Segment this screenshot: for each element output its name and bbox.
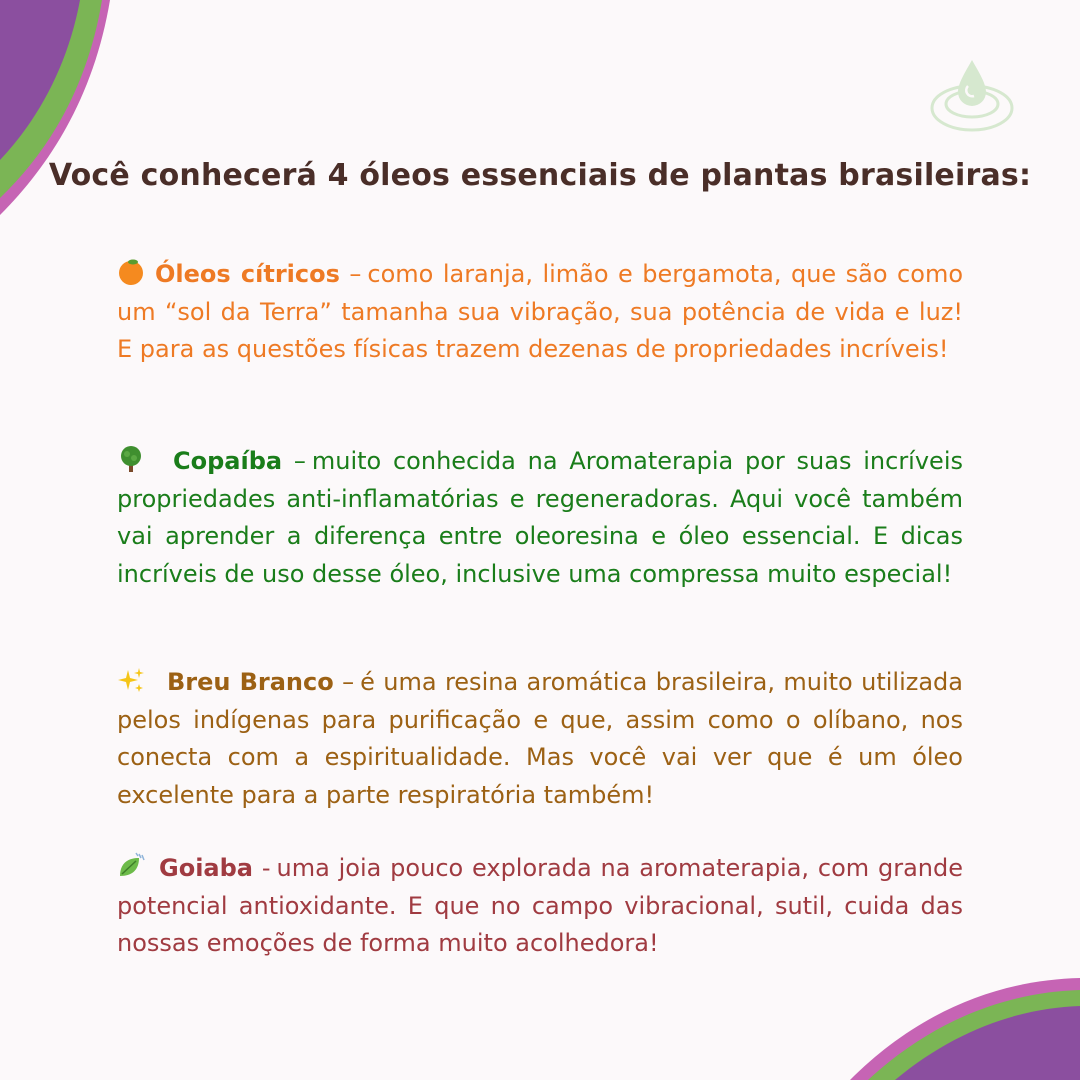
item-goiaba-text: uma joia pouco explorada na aromaterapia, com grande potencial antioxidante. E que no campo vibracional, sutil, cuida das nossas emoções de forma muito acolhedora! xyxy=(117,854,963,957)
item-breu-branco-text: é uma resina aromática brasileira, muito utilizada pelos indígenas para purificação e que, assim como o olíbano, nos conecta com a espiritualidade. Mas você vai ver que é um óleo excelente para a parte respiratória também! xyxy=(117,668,963,809)
item-breu-branco-separator: – xyxy=(342,668,355,696)
corner-wave-bottom-right xyxy=(850,970,1080,1080)
item-copaiba-text: muito conhecida na Aromaterapia por suas incríveis propriedades anti-inflamatórias e regeneradoras. Aqui você também vai aprender a diferença entre oleoresina e óleo essencial. E dicas incríveis de uso desse óleo, inclusive uma compressa muito especial! xyxy=(117,447,963,588)
item-breu-branco xyxy=(117,664,963,814)
item-citrus-text: como laranja, limão e bergamota, que são como um “sol da Terra” tamanha sua vibração, sua potência de vida e luz! E para as questões físicas trazem dezenas de propriedades incríveis! xyxy=(117,260,964,363)
item-goiaba xyxy=(117,850,963,963)
item-breu-branco-name: Breu Branco xyxy=(167,668,334,696)
item-goiaba-name: Goiaba xyxy=(159,854,253,882)
sparkles-icon xyxy=(117,666,145,694)
item-goiaba-separator: - xyxy=(261,854,271,882)
page-title: Você conhecerá 4 óleos essenciais de plantas brasileiras: xyxy=(48,158,1032,193)
item-citrus-name: Óleos cítricos xyxy=(155,260,340,288)
item-citrus-separator: – xyxy=(349,260,362,288)
tree-icon xyxy=(117,445,145,473)
item-copaiba-separator: – xyxy=(293,447,306,475)
item-copaiba-name: Copaíba xyxy=(173,447,283,475)
item-copaiba xyxy=(117,443,963,593)
water-drop-icon xyxy=(928,56,1016,136)
leaf-wind-icon xyxy=(117,852,145,880)
item-citrus xyxy=(117,256,963,369)
orange-icon xyxy=(117,258,145,286)
